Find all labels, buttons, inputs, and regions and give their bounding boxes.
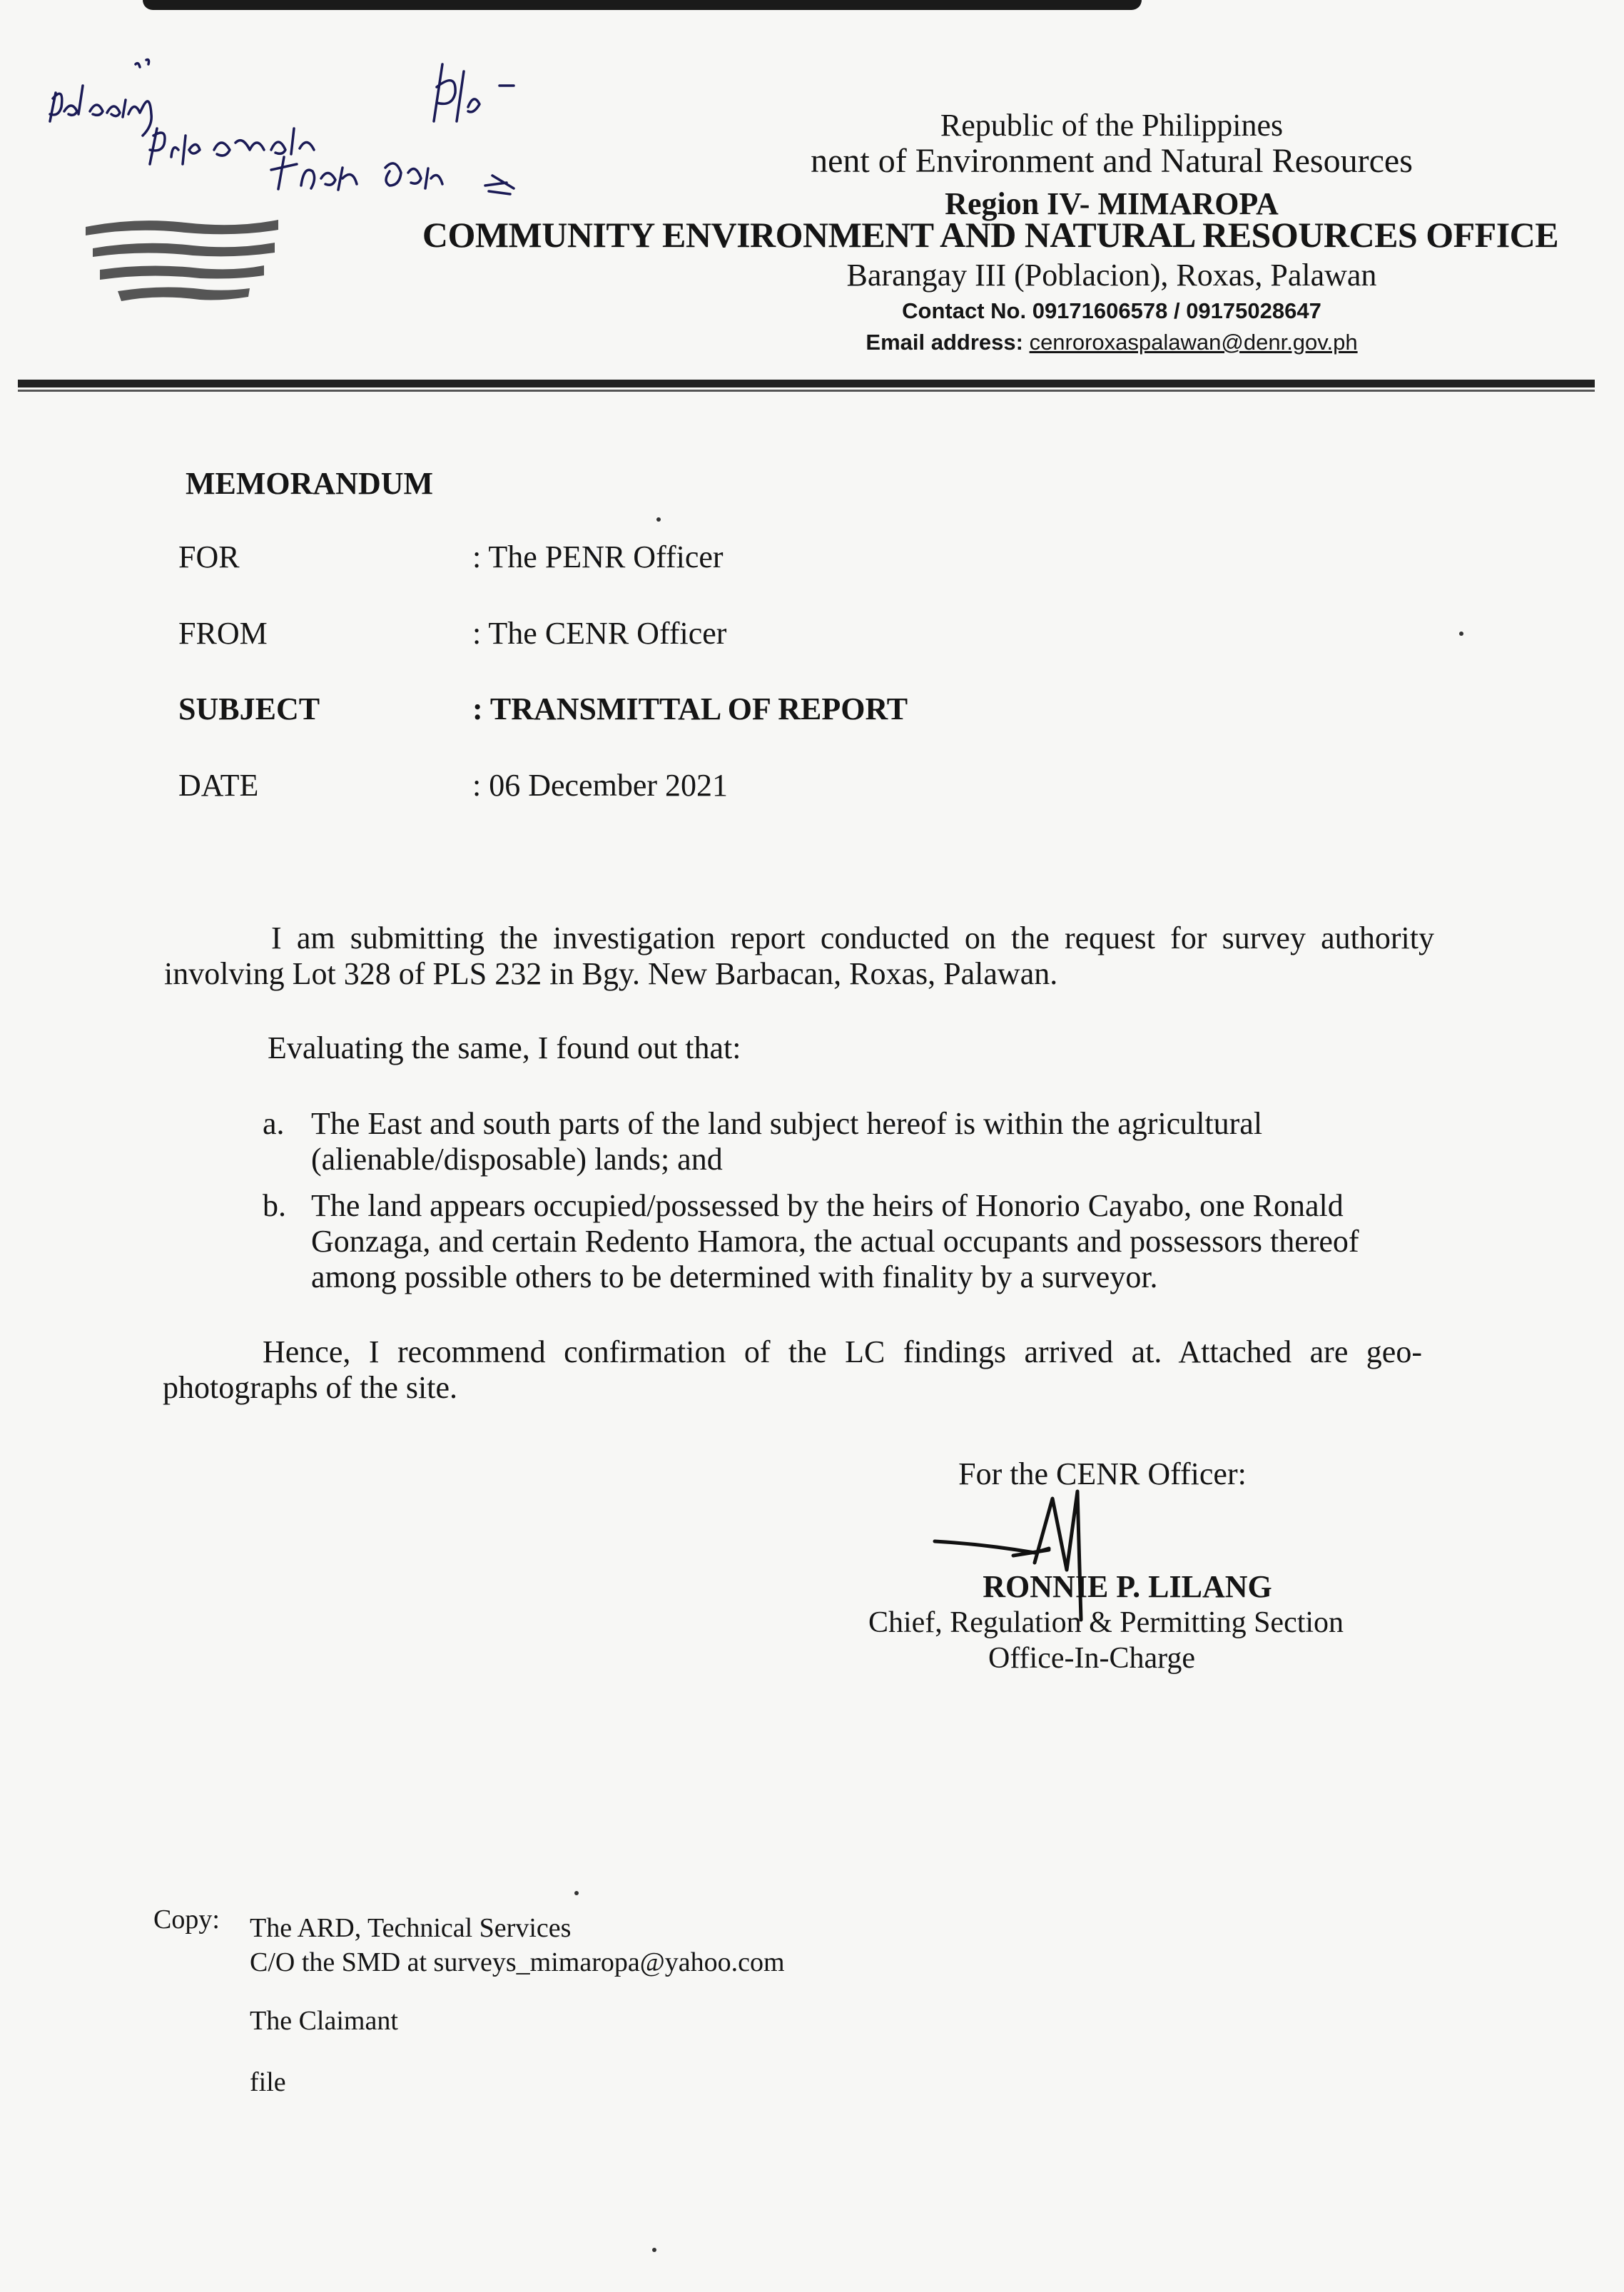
- email-label: Email address:: [866, 330, 1030, 355]
- date-label: DATE: [178, 768, 259, 803]
- copy-recipient-4: file: [250, 2067, 286, 2097]
- header-region: Region IV- MIMAROPA: [945, 186, 1279, 221]
- email-address[interactable]: cenroroxaspalawan@denr.gov.ph: [1029, 330, 1358, 355]
- header-divider-thin: [18, 390, 1595, 392]
- copy-recipient-2: C/O the SMD at surveys_mimaropa@yahoo.com: [250, 1947, 785, 1977]
- header-republic: Republic of the Philippines: [940, 108, 1284, 143]
- subject-label: SUBJECT: [178, 691, 320, 726]
- header-department: nent of Environment and Natural Resources: [811, 142, 1413, 180]
- signatory-name: RONNIE P. LILANG: [983, 1569, 1272, 1604]
- scan-speck: [574, 1891, 579, 1895]
- signatory-for-line: For the CENR Officer:: [958, 1456, 1247, 1491]
- scan-speck: [656, 517, 661, 522]
- finding-text: The land appears occupied/possessed by the heirs of Honorio Cayabo, one Ronald Gonzaga, and certain Redento Hamora, the actual occupants and possessors thereof among possible others to be determined with finality by a surveyor.: [311, 1188, 1359, 1294]
- subject-value: : TRANSMITTAL OF REPORT: [472, 691, 908, 726]
- signatory-title: Chief, Regulation & Permitting Section: [868, 1606, 1344, 1639]
- header-office-name: COMMUNITY ENVIRONMENT AND NATURAL RESOURCES OFFICE: [422, 215, 1559, 255]
- scan-speck: [652, 2248, 656, 2252]
- copy-recipient-3: The Claimant: [250, 2006, 398, 2036]
- memo-title: MEMORANDUM: [186, 466, 434, 501]
- copy-label: Copy:: [153, 1905, 220, 1934]
- header-email: [0, 330, 1624, 355]
- from-label: FROM: [178, 616, 268, 651]
- body-paragraph-1: I am submitting the investigation report conducted on the request for survey authority involving Lot 328 of PLS 232 in Bgy. New Barbacan, Roxas, Palawan.: [164, 921, 1434, 991]
- finding-text: The East and south parts of the land subject hereof is within the agricultural (alienable/disposable) lands; and: [311, 1106, 1263, 1177]
- date-value: : 06 December 2021: [472, 768, 728, 803]
- from-value: : The CENR Officer: [472, 616, 727, 651]
- for-value: : The PENR Officer: [472, 539, 724, 574]
- handwritten-signature: [928, 1484, 1142, 1627]
- body-paragraph-2: Evaluating the same, I found out that:: [268, 1030, 741, 1065]
- copy-recipient-1: The ARD, Technical Services: [250, 1913, 572, 1943]
- header-contact: Contact No. 09171606578 / 09175028647: [902, 298, 1321, 323]
- for-label: FOR: [178, 539, 240, 574]
- scan-edge-shadow: [143, 0, 1142, 10]
- scan-speck: [1459, 632, 1463, 636]
- header-address: Barangay III (Poblacion), Roxas, Palawan: [846, 258, 1377, 293]
- body-paragraph-3: Hence, I recommend confirmation of the LC findings arrived at. Attached are geo-photographs of the site.: [163, 1334, 1422, 1405]
- finding-marker: b.: [263, 1188, 286, 1223]
- finding-marker: a.: [263, 1106, 285, 1141]
- header-divider: [18, 380, 1595, 387]
- signatory-capacity: Office-In-Charge: [988, 1642, 1195, 1675]
